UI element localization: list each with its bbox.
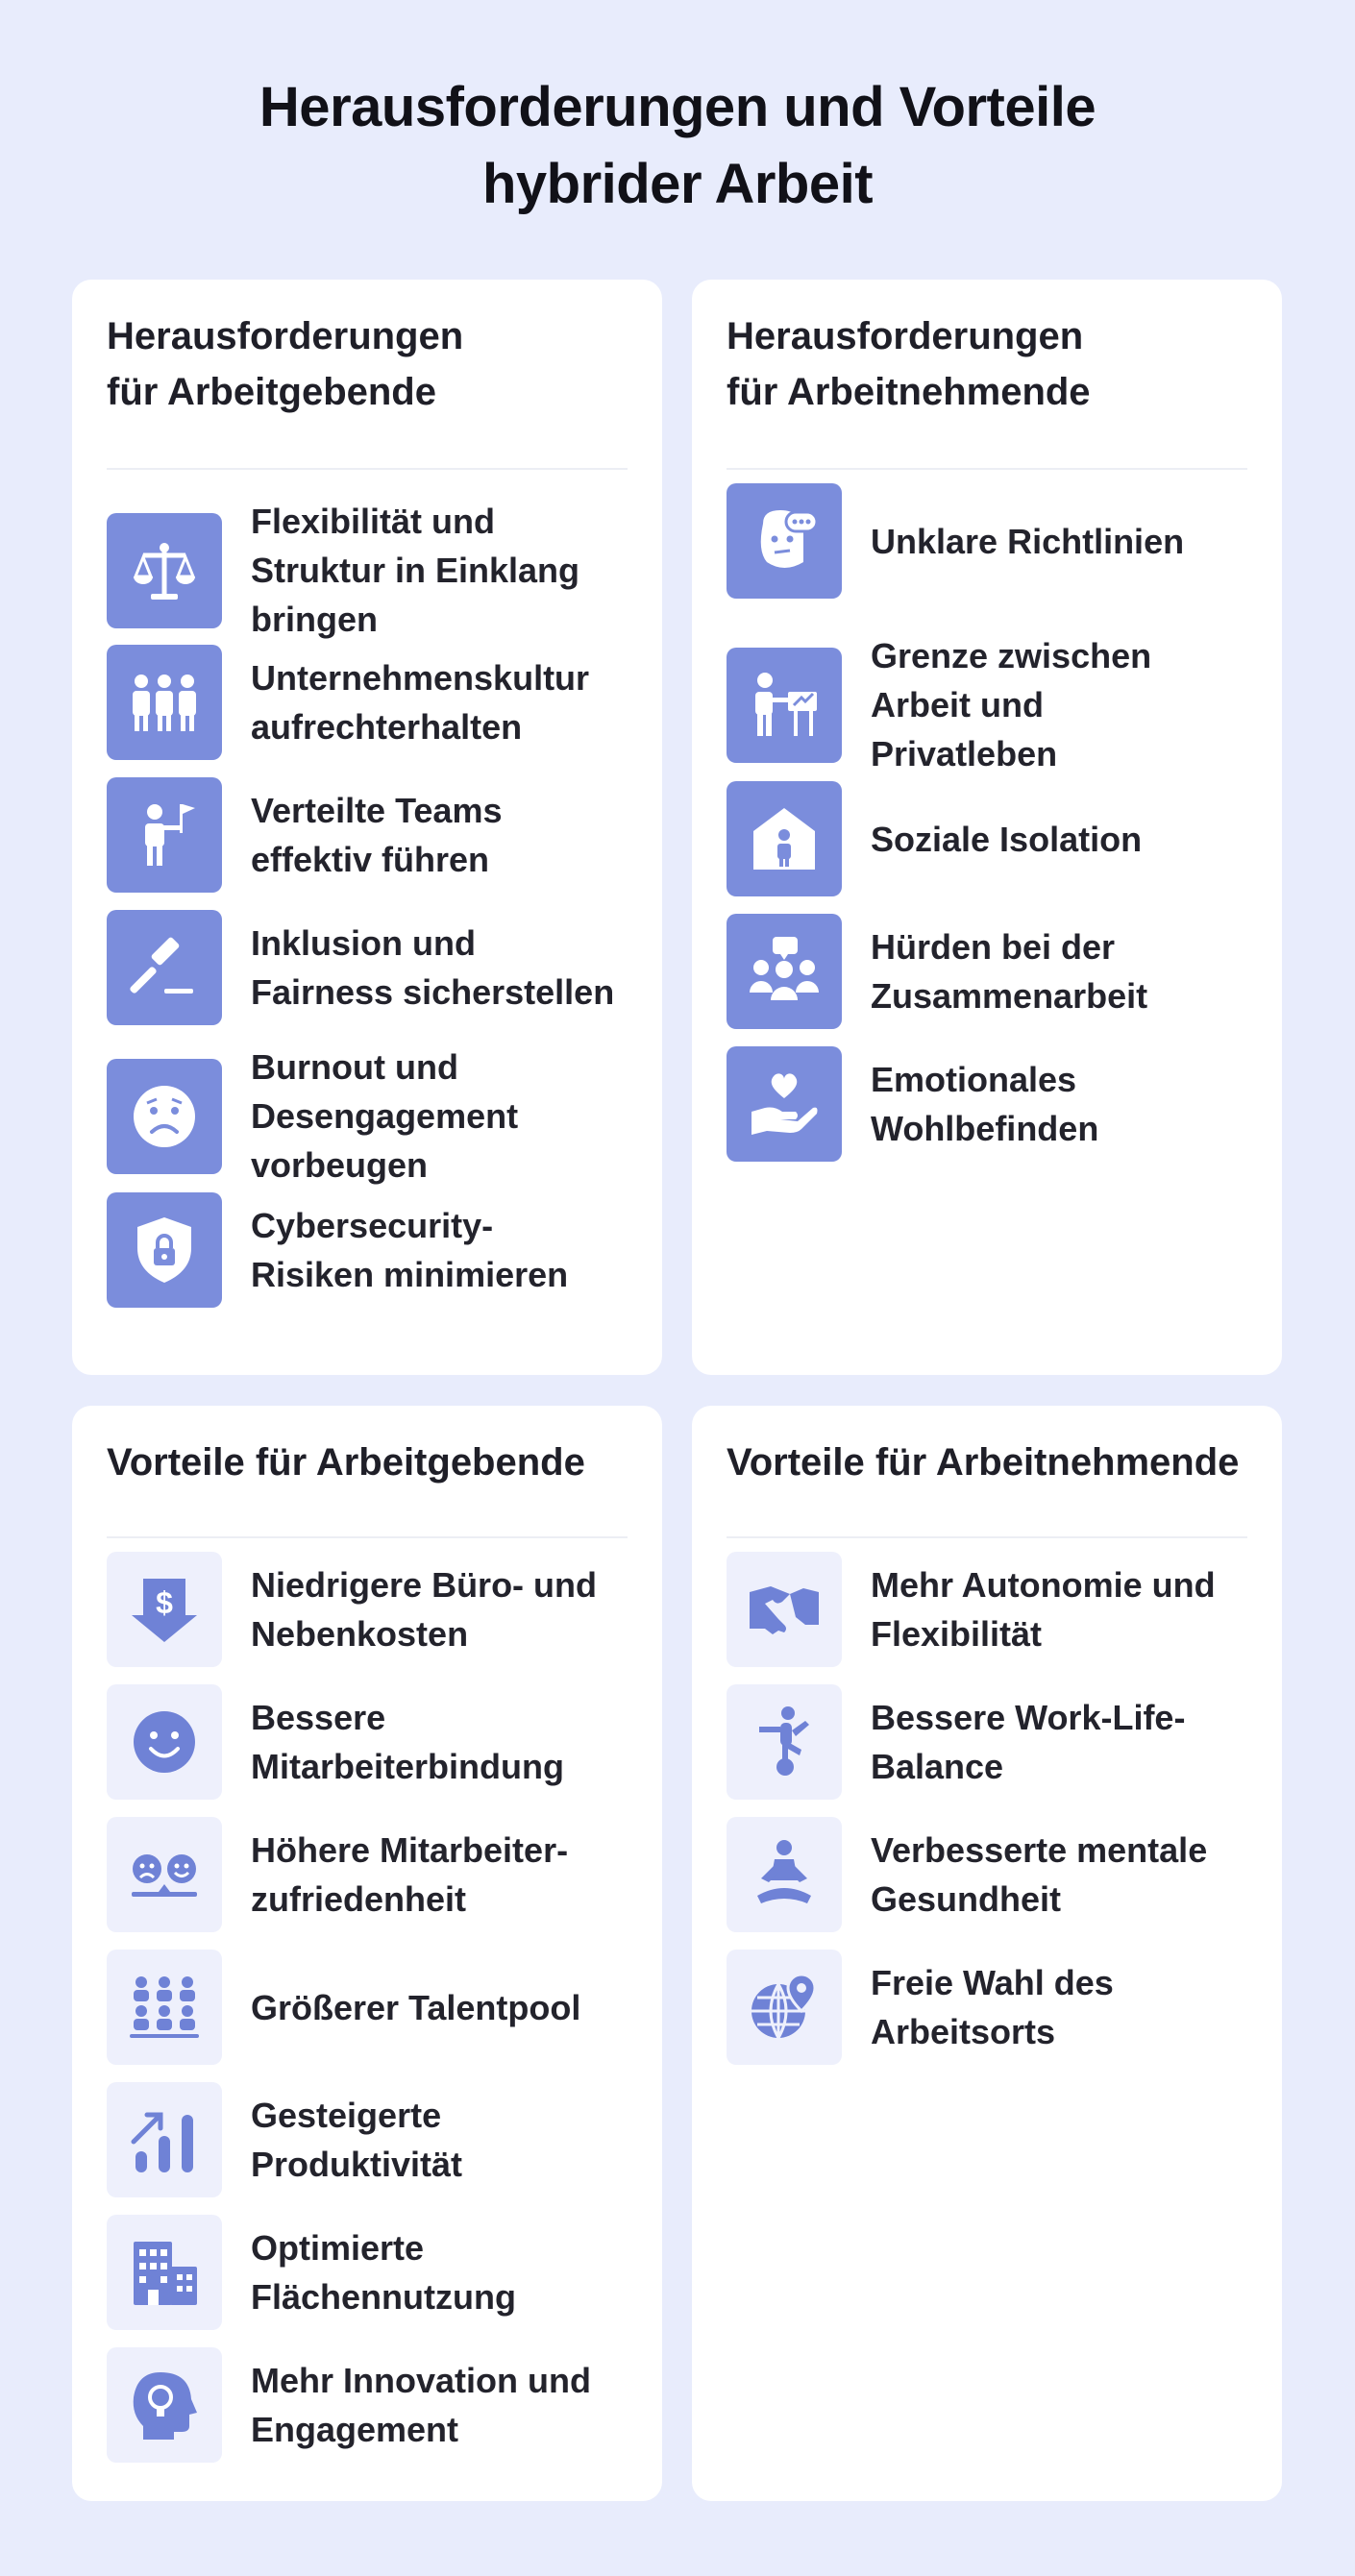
- card-title-line: Vorteile für Arbeitgebende: [107, 1441, 585, 1484]
- item-label: [251, 1201, 568, 1299]
- item-label-line: Zusammenarbeit: [871, 976, 1148, 1016]
- item-label: [871, 1693, 1185, 1791]
- item-label-line: Niedrigere Büro- und: [251, 1565, 598, 1605]
- item-label: [251, 1560, 597, 1658]
- item-label-line: Desengagement: [251, 1096, 519, 1136]
- item-label: [251, 497, 579, 644]
- balance-person-icon: [727, 1684, 842, 1800]
- idea-head-icon: [107, 2347, 222, 2463]
- smile-icon: [107, 1684, 222, 1800]
- item-label: [251, 919, 614, 1017]
- card-title: [107, 1435, 628, 1538]
- item-label-line: Bessere Work-Life-: [871, 1698, 1186, 1737]
- challenges-employees-card: [692, 280, 1282, 1375]
- list-item: [727, 1552, 1247, 1667]
- gavel-icon: [107, 910, 222, 1025]
- list-item: [107, 1817, 628, 1932]
- card-title-line: für Arbeitgebende: [107, 371, 436, 413]
- list-item: [107, 497, 628, 644]
- item-label-line: bringen: [251, 600, 378, 639]
- item-label-line: Mehr Innovation und: [251, 2361, 591, 2400]
- item-label-line: Unternehmenskultur: [251, 658, 590, 698]
- list-item: [727, 483, 1247, 599]
- card-title-line: Vorteile für Arbeitnehmende: [727, 1441, 1240, 1484]
- list-item: [107, 645, 628, 760]
- list-item: [107, 1552, 628, 1667]
- item-label-line: Grenze zwischen: [871, 636, 1152, 675]
- item-label-line: Produktivität: [251, 2145, 463, 2184]
- item-label: [251, 1983, 580, 2032]
- list-item: [107, 2347, 628, 2463]
- item-label: [251, 2223, 516, 2321]
- list-item: [727, 781, 1247, 896]
- office-building-icon: [107, 2215, 222, 2330]
- item-label-line: Gesteigerte: [251, 2096, 442, 2135]
- item-label-line: zufriedenheit: [251, 1879, 467, 1919]
- item-label: [251, 1826, 568, 1924]
- item-label-line: effektiv führen: [251, 840, 490, 879]
- list-item: [107, 1043, 628, 1190]
- item-label-line: Nebenkosten: [251, 1614, 469, 1654]
- item-label-line: Inklusion und: [251, 923, 476, 963]
- item-label: [251, 2356, 591, 2454]
- group-chat-icon: [727, 914, 842, 1029]
- item-label-line: Verteilte Teams: [251, 791, 503, 830]
- talent-pool-icon: [107, 1950, 222, 2065]
- card-title-line: Herausforderungen: [727, 315, 1084, 357]
- item-label-line: Wohlbefinden: [871, 1109, 1099, 1148]
- list-item: [107, 2082, 628, 2197]
- challenges-employers-card: [72, 280, 662, 1375]
- item-label-line: Emotionales: [871, 1060, 1077, 1099]
- item-label: [871, 1560, 1216, 1658]
- item-label: [251, 2091, 462, 2189]
- card-title-line: Herausforderungen: [107, 315, 464, 357]
- team-culture-icon: [107, 645, 222, 760]
- item-label: [251, 1693, 564, 1791]
- item-label-line: Burnout und: [251, 1047, 458, 1087]
- item-label-line: Optimierte: [251, 2228, 425, 2268]
- list-item: [727, 914, 1247, 1029]
- list-item: [107, 1192, 628, 1308]
- item-label-line: Arbeitsorts: [871, 2012, 1056, 2051]
- globe-pin-icon: [727, 1950, 842, 2065]
- card-title-line: für Arbeitnehmende: [727, 371, 1091, 413]
- item-label: [871, 922, 1147, 1020]
- scales-icon: [107, 513, 222, 628]
- benefits-employees-card: [692, 1406, 1282, 2501]
- list-item: [107, 1950, 628, 2065]
- list-item: [727, 1684, 1247, 1800]
- handshake-icon: [727, 1552, 842, 1667]
- item-label-line: Mitarbeiterbindung: [251, 1747, 564, 1786]
- sad-face-icon: [107, 1059, 222, 1174]
- item-label-line: Engagement: [251, 2410, 459, 2449]
- item-label-line: Freie Wahl des: [871, 1963, 1114, 2002]
- item-label-line: vorbeugen: [251, 1145, 429, 1185]
- list-item: [107, 2215, 628, 2330]
- item-label-line: Risiken minimieren: [251, 1255, 569, 1294]
- card-title: [727, 1435, 1247, 1538]
- item-label-line: Arbeit und: [871, 685, 1044, 724]
- item-label-line: Soziale Isolation: [871, 819, 1143, 859]
- item-label: [871, 517, 1184, 566]
- list-item: [727, 1046, 1247, 1162]
- item-label-line: Balance: [871, 1747, 1004, 1786]
- item-label: [871, 1826, 1207, 1924]
- item-label-line: Gesundheit: [871, 1879, 1062, 1919]
- card-title: [727, 308, 1247, 470]
- list-item: [727, 1950, 1247, 2065]
- page-title: [0, 69, 1355, 223]
- item-label-line: Bessere: [251, 1698, 386, 1737]
- page-title-line-1: Herausforderungen und Vorteile: [259, 76, 1096, 138]
- item-label-line: Fairness sicherstellen: [251, 972, 615, 1012]
- item-label-line: Größerer Talentpool: [251, 1987, 581, 2027]
- item-label-line: Unklare Richtlinien: [871, 521, 1185, 561]
- leader-flag-icon: [107, 777, 222, 893]
- list-item: [107, 1684, 628, 1800]
- item-label: [251, 1043, 518, 1190]
- growth-chart-icon: [107, 2082, 222, 2197]
- item-label: [871, 815, 1142, 864]
- svg-text:$: $: [156, 1585, 173, 1620]
- list-item: [727, 1817, 1247, 1932]
- list-item: [727, 631, 1247, 778]
- item-label-line: Flächennutzung: [251, 2277, 516, 2317]
- home-person-icon: [727, 781, 842, 896]
- faces-balance-icon: [107, 1817, 222, 1932]
- item-label-line: Privatleben: [871, 734, 1058, 773]
- item-label-line: Cybersecurity-: [251, 1206, 494, 1245]
- dollar-down-icon: [107, 1552, 222, 1667]
- item-label: [251, 786, 502, 884]
- item-label-line: Hürden bei der: [871, 927, 1116, 967]
- item-label-line: Verbesserte mentale: [871, 1830, 1208, 1870]
- item-label: [251, 653, 589, 751]
- item-label: [871, 1958, 1114, 2056]
- meditation-icon: [727, 1817, 842, 1932]
- item-label-line: Mehr Autonomie und: [871, 1565, 1216, 1605]
- list-item: [107, 910, 628, 1025]
- benefits-employers-card: [72, 1406, 662, 2501]
- desk-worker-icon: [727, 648, 842, 763]
- item-label-line: aufrechterhalten: [251, 707, 523, 747]
- item-label-line: Flexibilität: [871, 1614, 1043, 1654]
- item-label-line: Struktur in Einklang: [251, 551, 580, 590]
- item-label: [871, 1055, 1098, 1153]
- confused-head-icon: [727, 483, 842, 599]
- item-label: [871, 631, 1151, 778]
- item-label-line: Flexibilität und: [251, 502, 496, 541]
- shield-lock-icon: [107, 1192, 222, 1308]
- page-title-line-2: hybrider Arbeit: [481, 153, 874, 215]
- card-title: [107, 308, 628, 470]
- heart-hand-icon: [727, 1046, 842, 1162]
- item-label-line: Höhere Mitarbeiter-: [251, 1830, 569, 1870]
- list-item: [107, 777, 628, 893]
